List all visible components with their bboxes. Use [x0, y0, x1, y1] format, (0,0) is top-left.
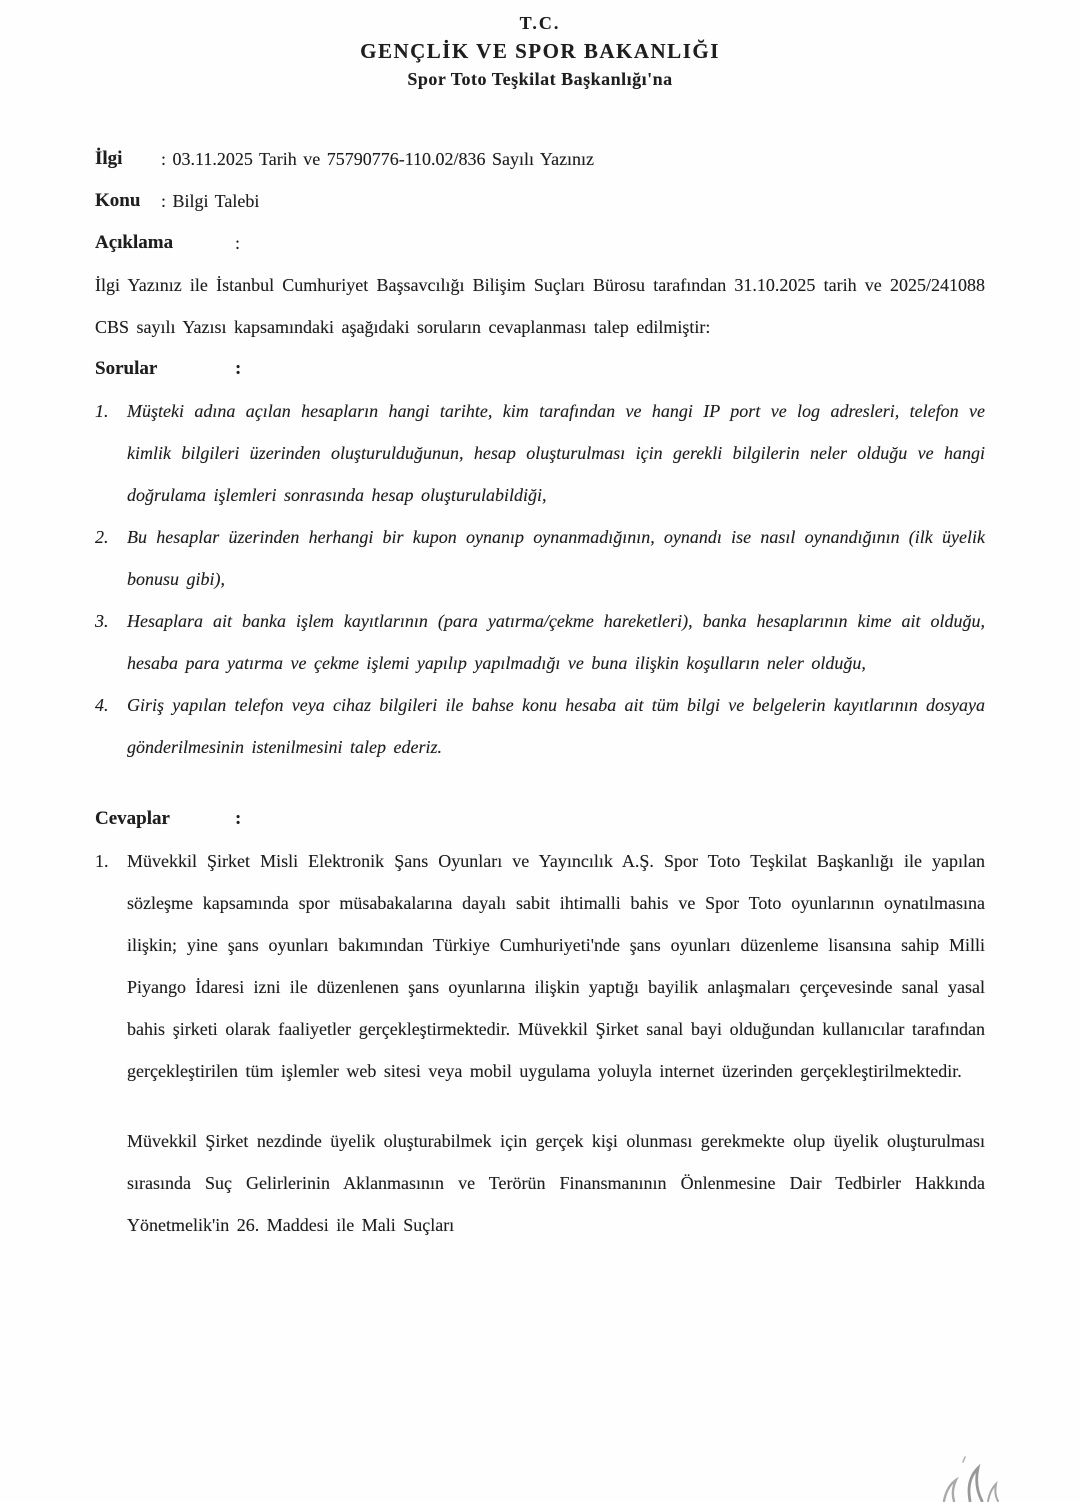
questions-list	[95, 390, 985, 768]
question-text: Müşteki adına açılan hesapların hangi tarihte, kim tarafından ve hangi IP port ve log adresleri, telefon ve kimlik bilgileri üzerinden oluşturulduğunun, hesap oluşturulması için gerekli bilgilerin neler olduğu ve hangi doğrulama işlemleri sonrasında hesap oluşturulabildiği,	[127, 401, 985, 505]
cevaplar-heading	[95, 798, 985, 840]
question-item	[95, 390, 985, 516]
header-ministry: GENÇLİK VE SPOR BAKANLIĞI	[360, 39, 720, 63]
cevaplar-colon: :	[235, 808, 242, 829]
sorular-label: Sorular	[95, 358, 158, 379]
ilgi-value: : 03.11.2025 Tarih ve 75790776-110.02/836 Sayılı Yazınız	[161, 149, 595, 169]
letter-header	[95, 10, 985, 92]
letter-meta	[95, 138, 985, 264]
header-addressee: Spor Toto Teşkilat Başkanlığı'na	[407, 69, 673, 89]
konu-label: Konu	[95, 190, 141, 211]
answer-text: Müvekkil Şirket Misli Elektronik Şans Oyunları ve Yayıncılık A.Ş. Spor Toto Teşkilat Başkanlığı ile yapılan sözleşme kapsamında spor müsabakalarına dayalı sabit ihtimalli bahis ve Spor Toto oyunlarının oynatılmasına ilişkin; yine şans oyunları bakımından Türkiye Cumhuriyeti'nde şans oyunları düzenleme lisansına sahip Milli Piyango İdaresi izni ile düzenlenen şans oyunlarına ilişkin yaptığı bayilik anlaşmaları çerçevesinde sanal yasal bahis şirketi olarak faaliyetler gerçekleştirmektedir. Müvekkil Şirket sanal bayi olduğundan kullanıcılar tarafından gerçekleştirilen tüm işlemler web sitesi veya mobil uygulama yoluyla internet üzerinden gerçekleştirilmektedir.	[127, 851, 985, 1081]
intro-paragraph: İlgi Yazınız ile İstanbul Cumhuriyet Başsavcılığı Bilişim Suçları Bürosu tarafından 31.10.2025 tarih ve 2025/241088 CBS sayılı Yazısı kapsamındaki aşağıdaki soruların cevaplanması talep edilmiştir:	[95, 275, 985, 337]
question-number: 1.	[95, 401, 109, 421]
meta-row-ilgi	[95, 138, 985, 180]
question-number: 2.	[95, 527, 109, 547]
answer-number: 1.	[95, 851, 109, 871]
sorular-heading	[95, 348, 985, 390]
closing-paragraph: Müvekkil Şirket nezdinde üyelik oluşturabilmek için gerçek kişi olunması gerekmekte olup üyelik oluşturulması sırasında Suç Gelirlerinin Aklanmasının ve Terörün Finansmanının Önlenmesine Dair Tedbirler Hakkında Yönetmelik'in 26. Maddesi ile Mali Suçları	[127, 1131, 985, 1235]
meta-row-aciklama	[95, 222, 985, 264]
question-text: Giriş yapılan telefon veya cihaz bilgileri ile bahse konu hesaba ait tüm bilgi ve belgelerin kayıtlarının dosyaya gönderilmesinin istenilmesini talep ederiz.	[127, 695, 985, 757]
question-number: 4.	[95, 695, 109, 715]
meta-row-konu	[95, 180, 985, 222]
cevaplar-label: Cevaplar	[95, 808, 170, 829]
question-item	[95, 600, 985, 684]
answer-item	[95, 840, 985, 1092]
ink-scribble-mark	[930, 1454, 1010, 1502]
konu-value: : Bilgi Talebi	[161, 191, 260, 211]
aciklama-label: Açıklama	[95, 232, 174, 253]
question-text: Hesaplara ait banka işlem kayıtlarının (para yatırma/çekme hareketleri), banka hesaplarının kime ait olduğu, hesaba para yatırma ve çekme işlemi yapılıp yapılmadığı ve buna ilişkin koşulların neler olduğu,	[127, 611, 985, 673]
aciklama-colon: :	[235, 233, 241, 253]
ilgi-label: İlgi	[95, 148, 123, 169]
question-item	[95, 516, 985, 600]
question-text: Bu hesaplar üzerinden herhangi bir kupon oynanıp oynanmadığının, oynandı ise nasıl oynandığının (ilk üyelik bonusu gibi),	[127, 527, 985, 589]
sorular-colon: :	[235, 358, 242, 379]
header-tc: T.C.	[519, 13, 561, 33]
answers-list	[95, 840, 985, 1092]
question-number: 3.	[95, 611, 109, 631]
question-item	[95, 684, 985, 768]
